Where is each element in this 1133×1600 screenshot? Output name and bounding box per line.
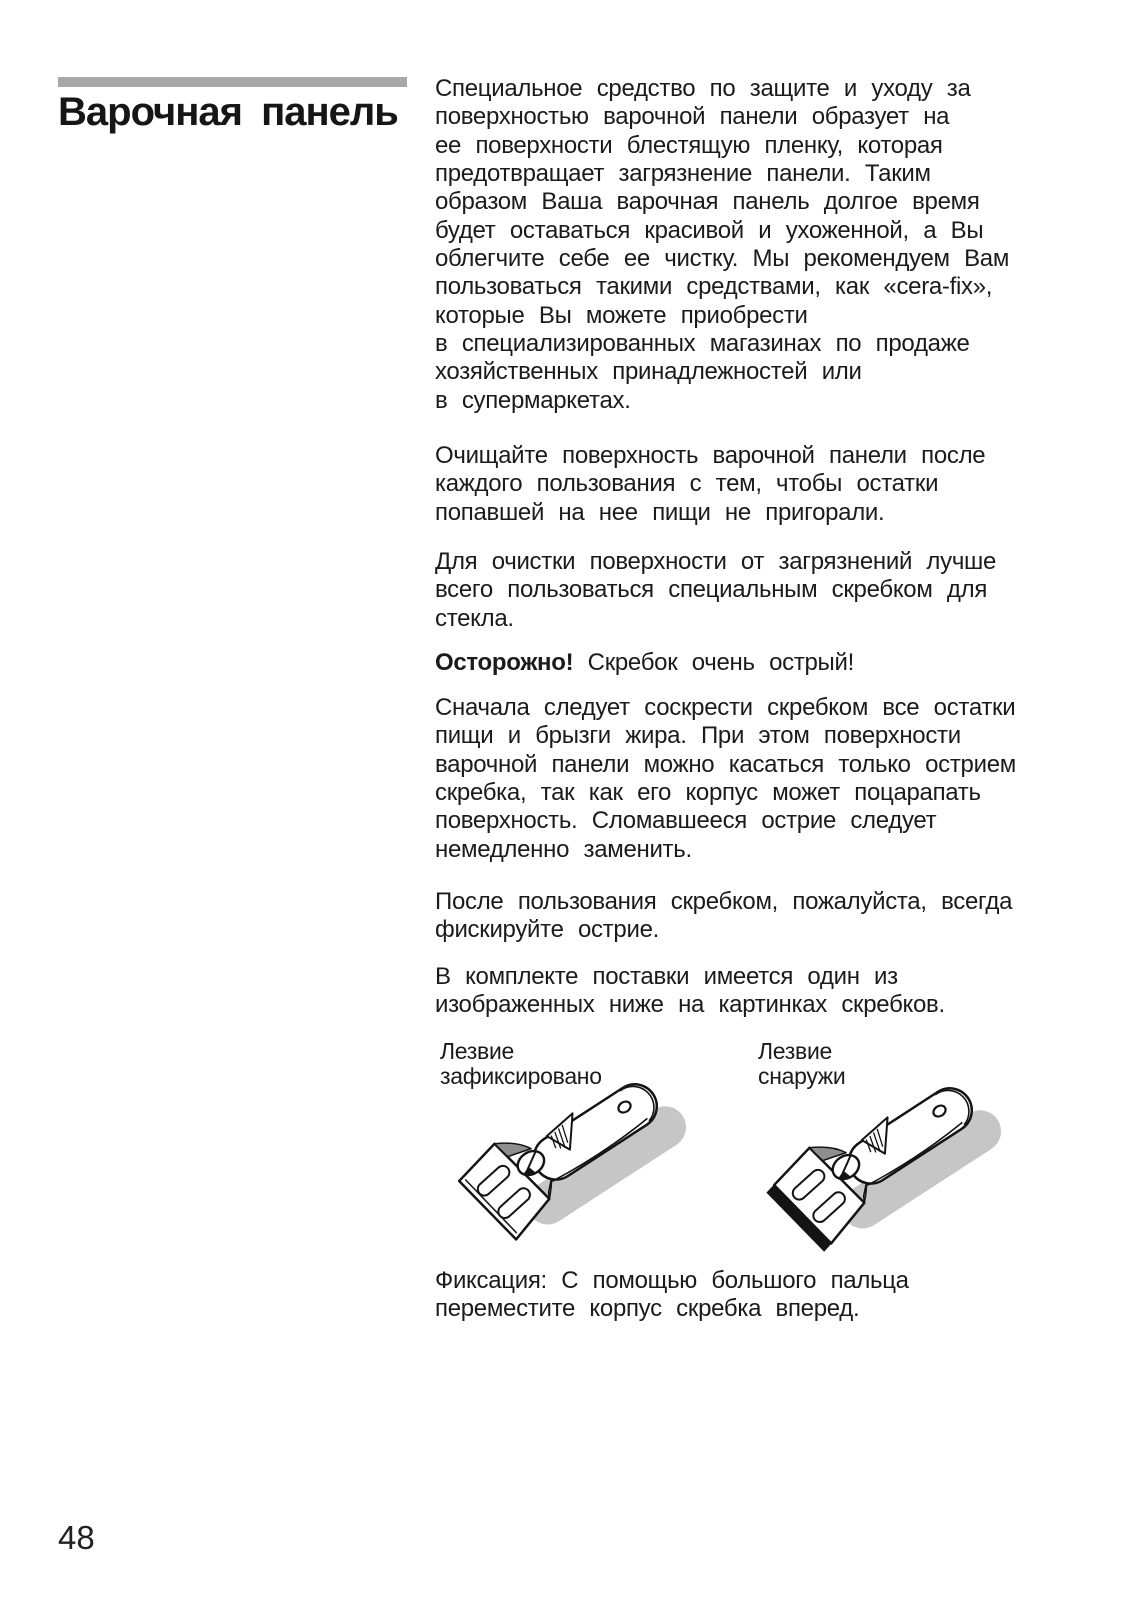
figure-caption: Фиксация: С помощью большого пальца переместите корпус скребка вперед.	[435, 1267, 909, 1323]
body-paragraph: Сначала следует соскрести скребком все остатки пищи и брызги жира. При этом поверхности варочной панели можно касаться только острием скребка, так как его корпус может поцарапать поверхность. Сломавшееся острие следует немедленно заменить.	[435, 694, 1016, 863]
body-paragraph: Специальное средство по защите и уходу за поверхностью варочной панели образует на ее поверхности блестящую пленку, которая предотвращает загрязнение панели. Таким образом Ваша варочная панель долгое время будет оставаться красивой и ухоженной, а Вы облегчите себе ее чистку. Мы рекомендуем Вам пользоваться такими средствами, как «cera-fix», которые Вы можете приобрести в специализированных магазинах по продаже хозяйственных принадлежностей или в супермаркетах.	[435, 75, 1010, 414]
scraper-blade-locked-illustration	[446, 1056, 696, 1261]
body-paragraph: Очищайте поверхность варочной панели после каждого пользования с тем, чтобы остатки попавшей на нее пищи не пригорали.	[435, 442, 986, 526]
warning-paragraph: Осторожно! Скребок очень острый!	[435, 649, 854, 676]
figure-label-blade-out: Лезвие снаружи	[758, 1038, 846, 1089]
page-title: Варочная панель	[58, 90, 398, 134]
body-paragraph: Для очистки поверхности от загрязнений лучше всего пользоваться специальным скребком для стекла.	[435, 548, 997, 632]
figure-label-blade-locked: Лезвие зафиксировано	[440, 1038, 602, 1089]
body-paragraph: После пользования скребком, пожалуйста, всегда фискируйте острие.	[435, 888, 1013, 944]
page-number: 48	[58, 1519, 95, 1556]
body-paragraph: В комплекте поставки имеется один из изображенных ниже на картинках скребков.	[435, 963, 945, 1019]
section-rule	[58, 77, 407, 87]
scraper-blade-out-illustration	[761, 1060, 1011, 1265]
